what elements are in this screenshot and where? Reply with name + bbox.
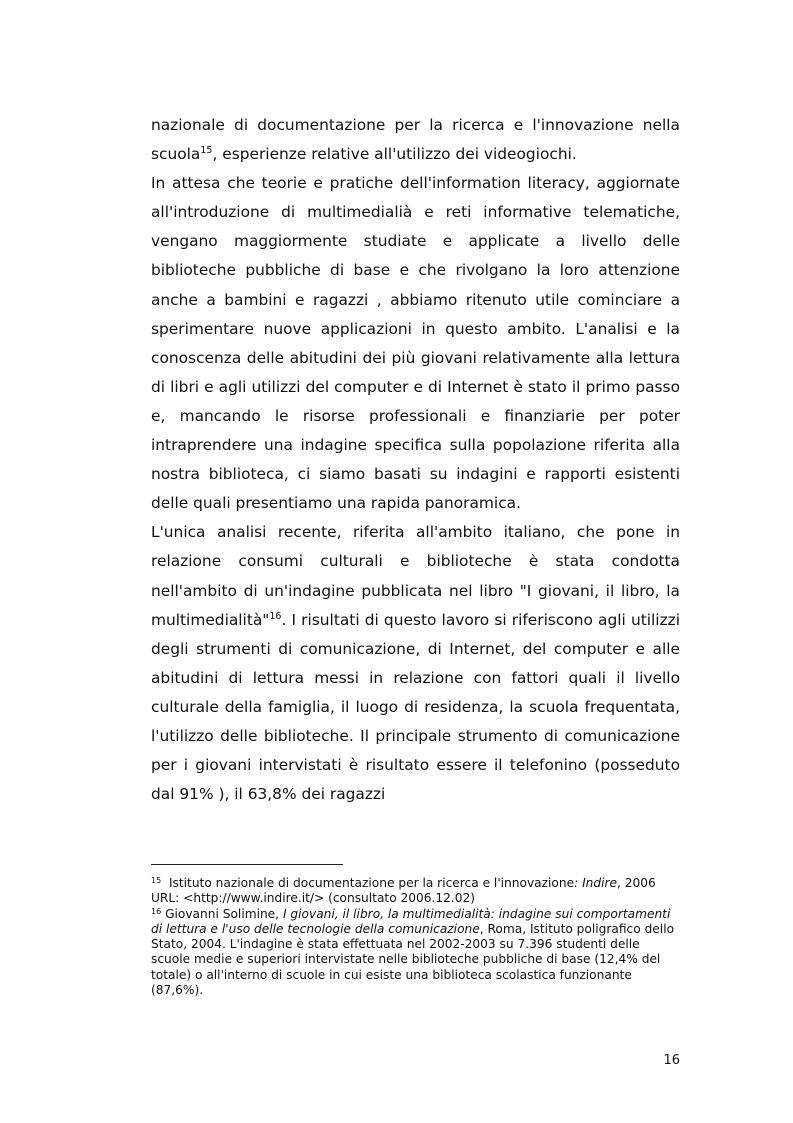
paragraph-3	[151, 518, 680, 809]
paragraph-1	[151, 111, 680, 169]
paragraph-3-text: L'unica analisi recente, riferita all'ambito italiano, che pone in relazione consumi culturali e biblioteche è stata condotta nell'ambito di un'indagine pubblicata nel libro "I giovani, il libro, la multimedialità"	[151, 523, 680, 629]
paragraph-1-text-after: , esperienze relative all'utilizzo dei videogiochi.	[212, 145, 577, 164]
footnote-16-text-after: , Roma, Istituto poligrafico dello Stato, 2004. L'indagine è stata effettuata nel 2002-2003 su 7.396 studenti delle scuole medie e superiori intervistate nelle biblioteche pubbliche di base (12,4% del totale) o all'interno di scuole in cui esiste una biblioteca scolastica funzionante (87,6%).	[151, 921, 675, 998]
footnote-ref-16[interactable]: 16	[269, 610, 282, 622]
footnote-15-italic: : Indire	[574, 876, 618, 890]
footnote-16-number: 16	[151, 906, 162, 916]
footnote-16-italic: I giovani, il libro, la multimedialità: indagine sui comportamenti di lettura e l'uso delle tecnologie della comunicazione	[151, 906, 671, 936]
footnote-15-number: 15	[151, 876, 162, 885]
body-text	[151, 111, 680, 809]
paragraph-2: In attesa che teorie e pratiche dell'information literacy, aggiornate all'introduzione di multimedialià e reti informative telematiche, vengano maggiormente studiate e applicate a livello delle biblioteche pubbliche di base e che rivolgano la loro attenzione anche a bambini e ragazzi , abbiamo ritenuto utile cominciare a sperimentare nuove applicazioni in questo ambito. L'analisi e la conoscenza delle abitudini dei più giovani relativamente alla lettura di libri e agli utilizzi del computer e di Internet è stato il primo passo e, mancando le risorse professionali e finanziarie per poter intraprendere una indagine specifica sulla popolazione riferita alla nostra biblioteca, ci siamo basati su indagini e rapporti esistenti delle quali presentiamo una rapida panoramica.	[151, 174, 680, 513]
footnote-separator	[151, 864, 343, 865]
footnotes	[151, 876, 680, 998]
footnote-15-text: Istituto nazionale di documentazione per la ricerca e l'innovazione	[168, 876, 575, 890]
footnote-16	[151, 907, 680, 999]
footnote-16-text: Giovanni Solimine,	[165, 906, 283, 921]
footnote-15	[151, 876, 680, 907]
page-number: 16	[663, 1053, 680, 1068]
footnote-15-text-after: , 2006 URL: <http://www.indire.it/> (consultato 2006.12.02)	[151, 876, 656, 906]
footnote-ref-15[interactable]: 15	[200, 145, 213, 157]
paragraph-3-text-after: . I risultati di questo lavoro si riferiscono agli utilizzi degli strumenti di comunicazione, di Internet, del computer e alle abitudini di lettura messi in relazione con fattori quali il livello culturale della famiglia, il luogo di residenza, la scuola frequentata, l'utilizzo delle biblioteche. Il principale strumento di comunicazione per i giovani intervistati è risultato essere il telefonino (posseduto dal 91% ), il 63,8% dei ragazzi	[151, 610, 680, 804]
paragraph-1-text: nazionale di documentazione per la ricerca e l'innovazione nella scuola	[151, 116, 680, 164]
